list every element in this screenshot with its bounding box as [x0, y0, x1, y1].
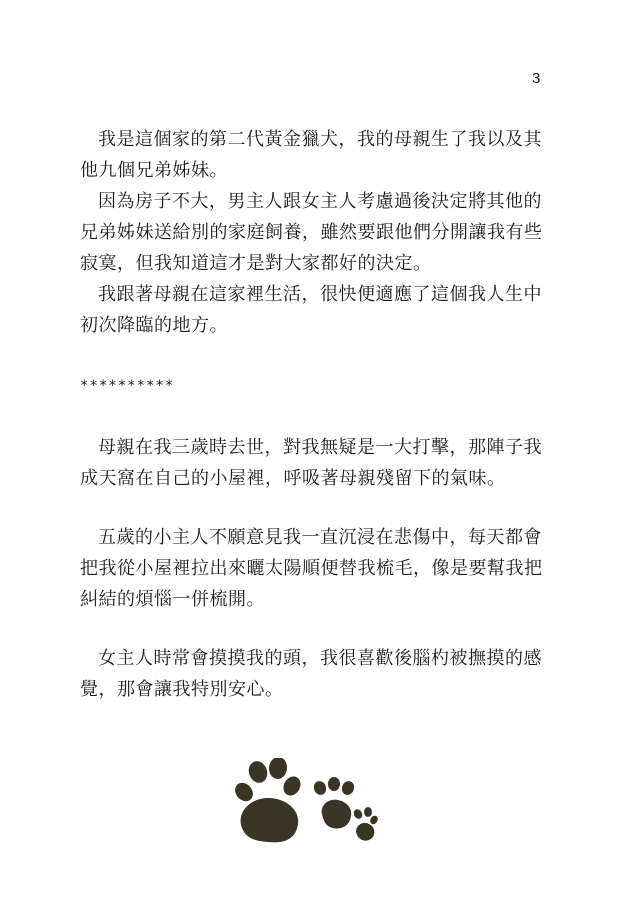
story-paragraph: 五歲的小主人不願意見我一直沉浸在悲傷中，每天都會把我從小屋裡拉出來曬太陽順便替我梳毛，像是要幫我把糾結的煩惱一併梳開。 [80, 527, 543, 610]
paw-prints-icon [228, 758, 378, 858]
story-paragraph: 我是這個家的第二代黃金獵犬，我的母親生了我以及其他九個兄弟姊妹。 [80, 129, 542, 181]
page-number: 3 [532, 70, 541, 87]
story-paragraph: 我跟著母親在這家裡生活，很快便適應了這個我人生中初次降臨的地方。 [80, 284, 542, 336]
story-paragraph: 母親在我三歲時去世，對我無疑是一大打擊，那陣子我成天窩在自己的小屋裡，呼吸著母親殘留下的氣味。 [80, 437, 542, 489]
story-paragraph: 女主人時常會摸摸我的頭，我很喜歡後腦杓被撫摸的感覺，那會讓我特別安心。 [80, 648, 542, 700]
story-paragraph: 因為房子不大，男主人跟女主人考慮過後決定將其他的兄弟姊妹送給別的家庭飼養，雖然要跟他們分開讓我有些寂寞，但我知道這才是對大家都好的決定。 [80, 191, 543, 274]
story-text [80, 124, 550, 705]
section-separator: ********** [80, 378, 175, 394]
